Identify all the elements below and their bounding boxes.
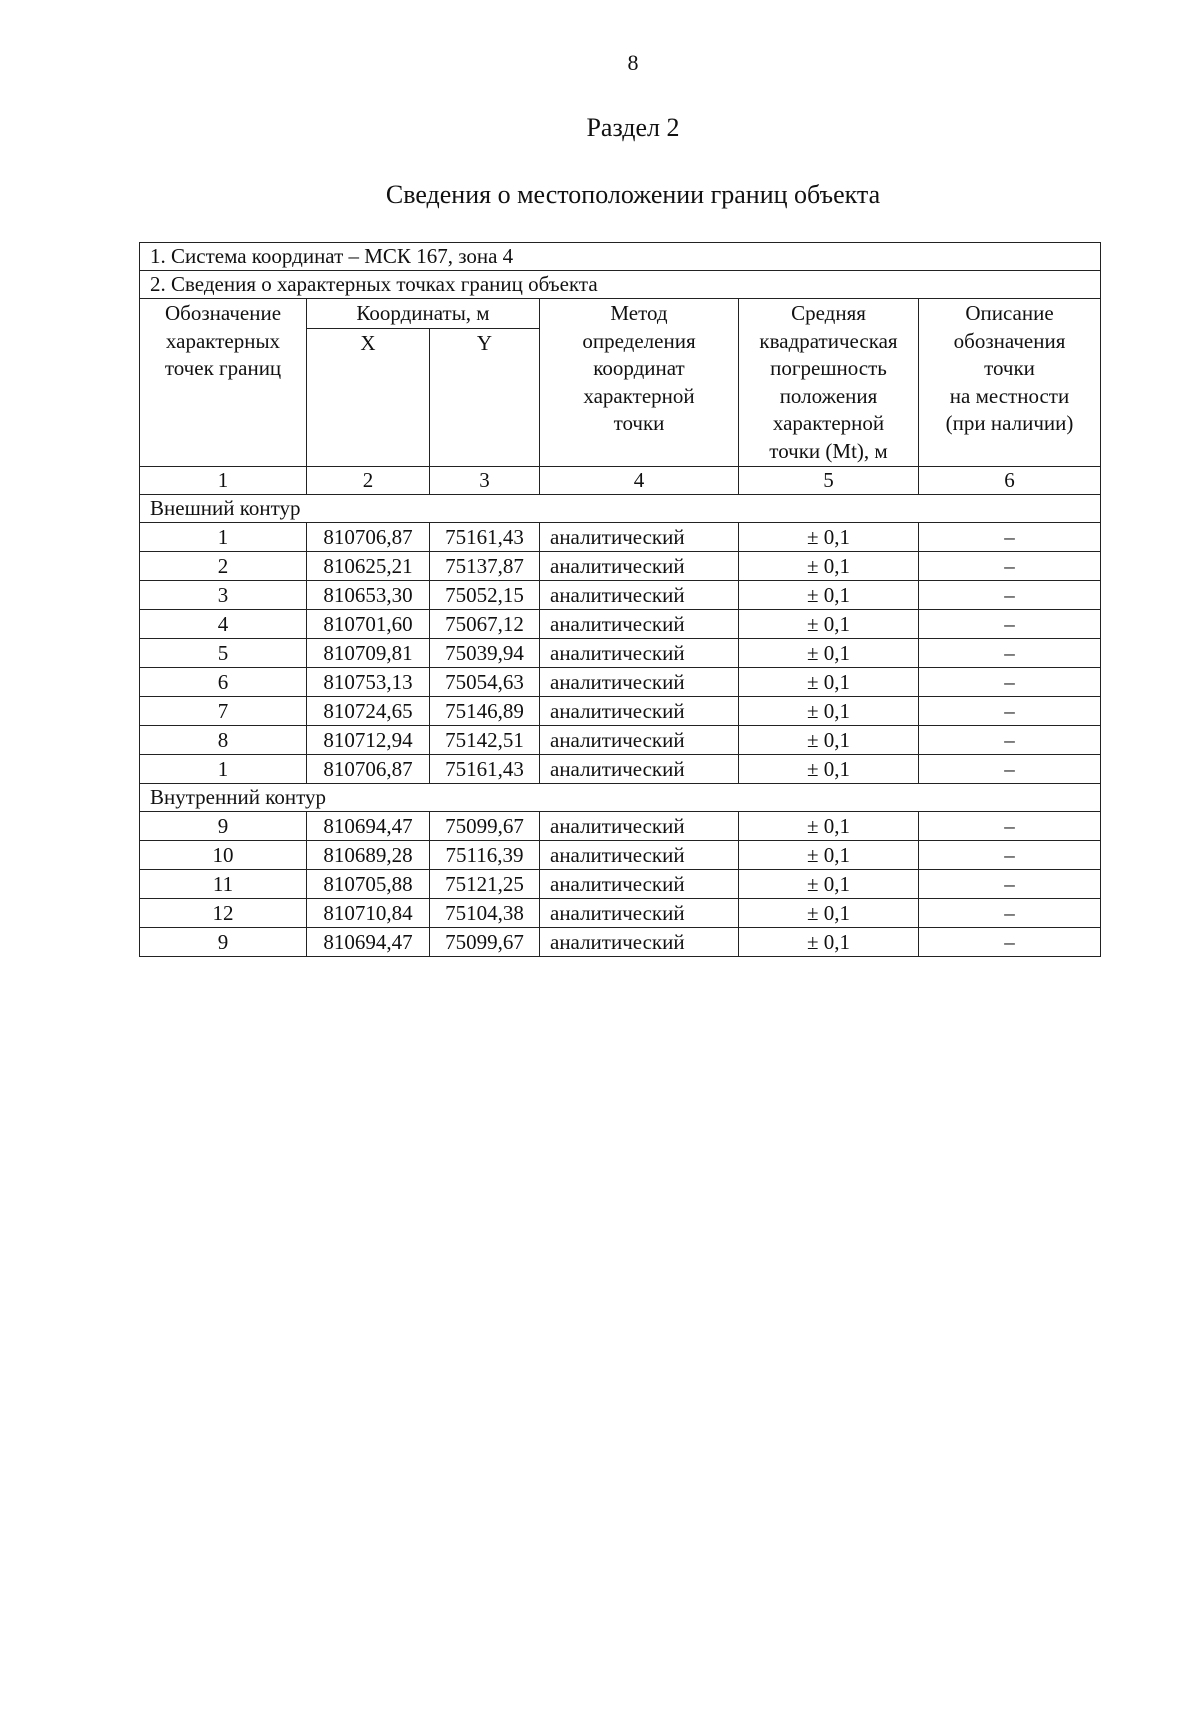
table-row: [140, 580, 1101, 609]
cell-error: ± 0,1: [739, 869, 919, 898]
cell-description: –: [919, 927, 1101, 956]
cell-x: 810694,47: [307, 811, 430, 840]
cell-point: 8: [140, 725, 307, 754]
cell-point: 6: [140, 667, 307, 696]
header-line: погрешность: [770, 356, 887, 380]
cell-method: аналитический: [540, 840, 739, 869]
contour-group-label: Внутренний контур: [140, 783, 1101, 811]
cell-error: ± 0,1: [739, 725, 919, 754]
cell-description: –: [919, 522, 1101, 551]
cell-description: –: [919, 898, 1101, 927]
cell-x: 810706,87: [307, 754, 430, 783]
cell-point: 11: [140, 869, 307, 898]
table-row: [140, 927, 1101, 956]
cell-method: аналитический: [540, 580, 739, 609]
cell-y: 75142,51: [430, 725, 540, 754]
cell-y: 75137,87: [430, 551, 540, 580]
cell-description: –: [919, 551, 1101, 580]
cell-description: –: [919, 580, 1101, 609]
cell-description: –: [919, 696, 1101, 725]
cell-y: 75099,67: [430, 927, 540, 956]
table-row: [140, 522, 1101, 551]
cell-method: аналитический: [540, 754, 739, 783]
header-line: квадратическая: [759, 328, 898, 353]
cell-x: 810709,81: [307, 638, 430, 667]
cell-method: аналитический: [540, 522, 739, 551]
cell-y: 75161,43: [430, 754, 540, 783]
cell-x: 810653,30: [307, 580, 430, 609]
coordinate-system-row: 1. Система координат – МСК 167, зона 4: [140, 243, 1101, 271]
cell-description: –: [919, 638, 1101, 667]
cell-error: ± 0,1: [739, 667, 919, 696]
header-designation: [140, 299, 307, 467]
cell-y: 75099,67: [430, 811, 540, 840]
header-error: [739, 299, 919, 467]
header-line: положения: [779, 383, 878, 408]
cell-method: аналитический: [540, 811, 739, 840]
cell-point: 1: [140, 522, 307, 551]
cell-method: аналитический: [540, 609, 739, 638]
table-row: [140, 840, 1101, 869]
cell-error: ± 0,1: [739, 840, 919, 869]
cell-error: ± 0,1: [739, 522, 919, 551]
cell-description: –: [919, 754, 1101, 783]
table-row: [140, 696, 1101, 725]
points-info-row: 2. Сведения о характерных точках границ объекта: [140, 271, 1101, 299]
column-number: 1: [140, 466, 307, 494]
contour-group-row: [140, 494, 1101, 522]
cell-error: ± 0,1: [739, 638, 919, 667]
cell-error: ± 0,1: [739, 696, 919, 725]
table-row: [140, 638, 1101, 667]
header-line: Обозначение: [164, 301, 282, 325]
cell-y: 75116,39: [430, 840, 540, 869]
header-description: [919, 299, 1101, 467]
header-method: [540, 299, 739, 467]
column-number: 3: [430, 466, 540, 494]
cell-error: ± 0,1: [739, 580, 919, 609]
cell-x: 810706,87: [307, 522, 430, 551]
header-coordinates: Координаты, м: [307, 299, 540, 329]
column-number: 6: [919, 466, 1101, 494]
header-line: (при наличии): [945, 411, 1074, 435]
cell-error: ± 0,1: [739, 609, 919, 638]
cell-method: аналитический: [540, 927, 739, 956]
table-row: [140, 811, 1101, 840]
cell-point: 10: [140, 840, 307, 869]
page-number: 8: [627, 50, 639, 75]
cell-description: –: [919, 725, 1101, 754]
cell-y: 75121,25: [430, 869, 540, 898]
cell-x: 810694,47: [307, 927, 430, 956]
document-title: Сведения о местоположении границ объекта: [385, 180, 881, 209]
header-line: характерной: [772, 411, 885, 435]
table-row: [140, 667, 1101, 696]
cell-y: 75146,89: [430, 696, 540, 725]
header-line: на местности: [949, 383, 1070, 408]
table-row: [140, 725, 1101, 754]
column-number: 2: [307, 466, 430, 494]
cell-x: 810689,28: [307, 840, 430, 869]
cell-point: 2: [140, 551, 307, 580]
cell-x: 810724,65: [307, 696, 430, 725]
cell-method: аналитический: [540, 898, 739, 927]
cell-point: 4: [140, 609, 307, 638]
cell-point: 12: [140, 898, 307, 927]
header-line: Метод: [610, 301, 668, 325]
cell-y: 75054,63: [430, 667, 540, 696]
cell-error: ± 0,1: [739, 754, 919, 783]
cell-description: –: [919, 609, 1101, 638]
header-line: характерной: [583, 383, 695, 408]
header-y: Y: [430, 328, 540, 466]
cell-method: аналитический: [540, 725, 739, 754]
header-line: Описание: [965, 301, 1054, 325]
header-line: Средняя: [791, 301, 866, 325]
cell-error: ± 0,1: [739, 898, 919, 927]
cell-point: 5: [140, 638, 307, 667]
cell-method: аналитический: [540, 551, 739, 580]
header-line: обозначения: [953, 328, 1066, 353]
cell-method: аналитический: [540, 869, 739, 898]
table-row: [140, 754, 1101, 783]
contour-group-row: [140, 783, 1101, 811]
cell-y: 75052,15: [430, 580, 540, 609]
cell-x: 810712,94: [307, 725, 430, 754]
cell-description: –: [919, 667, 1101, 696]
cell-method: аналитический: [540, 638, 739, 667]
header-line: точки (Mt), м: [769, 438, 888, 463]
header-x: X: [307, 328, 430, 466]
contour-group-label: Внешний контур: [140, 494, 1101, 522]
column-number: 5: [739, 466, 919, 494]
header-line: точки: [613, 411, 665, 435]
header-line: точки: [984, 356, 1035, 380]
column-number: 4: [540, 466, 739, 494]
cell-description: –: [919, 869, 1101, 898]
cell-description: –: [919, 840, 1101, 869]
cell-method: аналитический: [540, 667, 739, 696]
cell-x: 810625,21: [307, 551, 430, 580]
table-row: [140, 609, 1101, 638]
header-line: определения: [582, 328, 696, 353]
cell-point: 3: [140, 580, 307, 609]
table-row: [140, 551, 1101, 580]
cell-error: ± 0,1: [739, 927, 919, 956]
cell-method: аналитический: [540, 696, 739, 725]
header-line: координат: [593, 356, 685, 380]
cell-x: 810705,88: [307, 869, 430, 898]
cell-error: ± 0,1: [739, 551, 919, 580]
cell-y: 75161,43: [430, 522, 540, 551]
cell-y: 75039,94: [430, 638, 540, 667]
cell-x: 810753,13: [307, 667, 430, 696]
cell-error: ± 0,1: [739, 811, 919, 840]
cell-point: 9: [140, 811, 307, 840]
section-title: Раздел 2: [586, 113, 680, 142]
cell-y: 75067,12: [430, 609, 540, 638]
header-line: точек границ: [164, 356, 282, 380]
header-line: характерных: [165, 328, 281, 353]
cell-description: –: [919, 811, 1101, 840]
cell-x: 810710,84: [307, 898, 430, 927]
cell-y: 75104,38: [430, 898, 540, 927]
cell-point: 9: [140, 927, 307, 956]
cell-x: 810701,60: [307, 609, 430, 638]
cell-point: 1: [140, 754, 307, 783]
column-numbers-row: [140, 466, 1101, 494]
table-row: [140, 869, 1101, 898]
cell-point: 7: [140, 696, 307, 725]
table-row: [140, 898, 1101, 927]
boundary-table: [139, 242, 1101, 957]
